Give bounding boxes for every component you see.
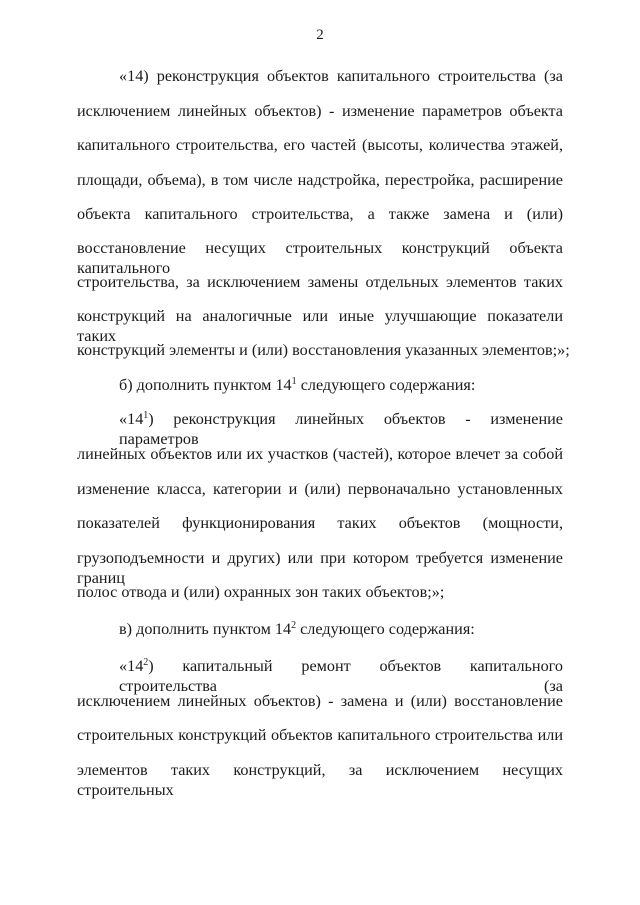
text-segment: ) реконструкция линейных объектов - изменение параметров: [119, 410, 563, 448]
superscript: 2: [143, 657, 149, 668]
text-line: строительных конструкций объектов капитального строительства или: [77, 726, 563, 744]
text-line: исключением линейных объектов) - замена и (или) восстановление: [77, 692, 563, 710]
text-line: исключением линейных объектов) - изменение параметров объекта: [77, 102, 563, 120]
text-line: капитального строительства, его частей (высоты, количества этажей,: [77, 136, 563, 154]
text-line: полос отвода и (или) охранных зон таких объектов;»;: [77, 583, 445, 601]
superscript: 2: [291, 620, 297, 631]
text-segment: следующего содержания:: [296, 376, 476, 394]
text-line: линейных объектов или их участков (частей), которое влечет за собой: [77, 445, 563, 463]
text-line: показателей функционирования таких объектов (мощности,: [77, 514, 563, 532]
text-line: [119, 375, 563, 395]
text-line: грузоподъемности и других) или при котором требуется изменение границ: [77, 549, 563, 587]
text-line: [119, 409, 563, 448]
superscript: 1: [143, 410, 149, 421]
text-segment: ) капитальный ремонт объектов капитального строительства (за: [119, 657, 563, 695]
text-line: конструкций элементы и (или) восстановления указанных элементов;»;: [77, 341, 570, 359]
text-segment: следующего содержания:: [296, 620, 475, 638]
text-line: элементов таких конструкций, за исключением несущих строительных: [77, 761, 563, 799]
text-line: изменение класса, категории и (или) первоначально установленных: [77, 480, 563, 498]
text-segment: б) дополнить пунктом 14: [119, 376, 292, 394]
text-segment: «14: [119, 410, 144, 428]
text-segment: в) дополнить пунктом 14: [119, 620, 292, 638]
text-line: «14) реконструкция объектов капитального строительства (за: [119, 67, 563, 85]
text-line: [119, 619, 563, 639]
text-segment: «14: [119, 657, 144, 675]
superscript: 1: [291, 376, 297, 387]
page-number: 2: [316, 27, 324, 43]
text-line: строительства, за исключением замены отдельных элементов таких: [77, 273, 563, 291]
text-line: площади, объема), в том числе надстройка, перестройка, расширение: [77, 171, 563, 189]
text-line: конструкций на аналогичные или иные улучшающие показатели таких: [77, 307, 563, 345]
text-line: восстановление несущих строительных конструкций объекта капитального: [77, 239, 563, 277]
text-line: объекта капитального строительства, а также замена и (или): [77, 205, 563, 223]
text-line: [119, 656, 563, 695]
